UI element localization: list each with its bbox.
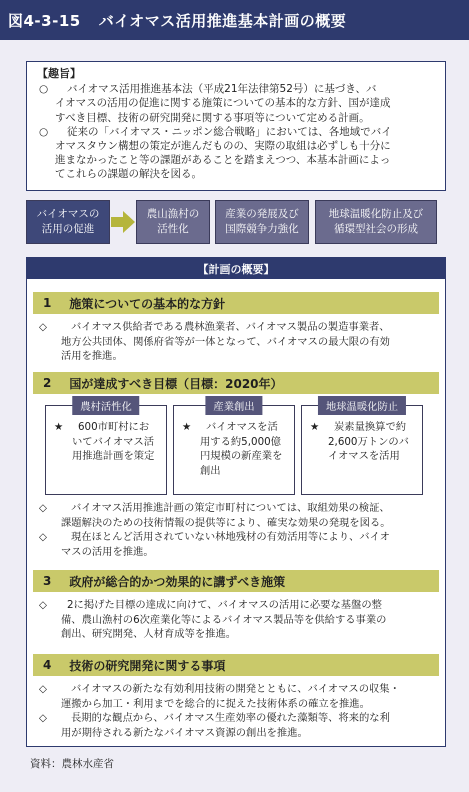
goal-tag: 産業創出 (205, 396, 262, 415)
section-number: 3 (43, 574, 52, 588)
list-item (39, 530, 441, 559)
body-line: 用が期待される新たなバイオマス資源の創出を推進。 (61, 726, 308, 739)
section-body (39, 501, 441, 559)
gist-heading: 【趣旨】 (37, 67, 81, 80)
list-item (39, 598, 441, 642)
goal-card (173, 401, 295, 495)
gist-item-text (55, 125, 392, 182)
flow-goal-line: 活性化 (157, 223, 189, 235)
goal-card (301, 401, 423, 495)
gist-item-text (55, 82, 390, 125)
goal-line: いてバイオマス活 (72, 435, 155, 448)
body-line: バイオマス活用推進計画の策定市町村については、取組効果の検証、 (71, 502, 390, 514)
goal-line: 用推進計画を策定 (72, 450, 155, 462)
flow-goal-line: 国際競争力強化 (225, 223, 299, 235)
body-line: マスの活用を推進。 (61, 545, 154, 558)
flow-diagram (26, 200, 446, 244)
diamond-bullet-icon: ◇ (39, 712, 47, 724)
body-line: 現在ほとんど活用されていない林地残材の有効活用等により、バイオ (71, 531, 390, 543)
section-number: 1 (43, 296, 52, 310)
gist-line: すべき目標、技術の研究開発に関する事項等について定める計画。 (55, 111, 370, 124)
section-heading (33, 292, 439, 314)
arrow-right-icon (110, 200, 136, 244)
gist-item (37, 82, 437, 125)
star-icon: ★ (310, 421, 320, 433)
gist-box (26, 61, 446, 191)
body-line: 2に掲げた目標の達成に向けて、バイオマスの活用に必要な基盤の整 (67, 599, 382, 611)
plan-overview (26, 257, 446, 747)
section-title: 政府が総合的かつ効果的に講ずべき施策 (69, 574, 286, 589)
list-item (39, 320, 441, 364)
goal-line: 600市町村にお (78, 421, 150, 433)
goal-line: イオマスを活用 (328, 450, 400, 462)
figure-title-text: バイオマス活用推進基本計画の概要 (98, 11, 347, 30)
goal-line: 創出 (200, 464, 221, 477)
diamond-bullet-icon: ◇ (39, 321, 47, 333)
flow-goal-box (315, 200, 437, 244)
star-icon: ★ (54, 421, 64, 433)
body-line: 課題解決のための技術情報の提供等により、確実な効果の発現を図る。 (61, 516, 391, 529)
goal-line: 2,600万トンのバ (328, 435, 409, 448)
section-number: 2 (43, 376, 52, 390)
figure-title (0, 0, 469, 40)
gist-line: てこれらの課題の解決を図る。 (55, 168, 202, 181)
star-icon: ★ (182, 421, 192, 433)
circle-bullet-icon: ○ (39, 125, 49, 138)
flow-start-box (26, 200, 110, 244)
goal-card (45, 401, 167, 495)
gist-item (37, 125, 437, 182)
body-line: バイオマスの新たな有効利用技術の開発とともに、バイオマスの収集・ (71, 683, 400, 695)
gist-line: イオマスの活用の促進に関する施策についての基本的な方針、国が達成 (55, 97, 391, 110)
flow-goal-box (215, 200, 309, 244)
list-item (39, 711, 441, 740)
goal-line: 炭素量換算で約 (334, 421, 407, 433)
flow-goal-line: 農山漁村の (146, 208, 200, 220)
body-line: バイオマス供給者である農林漁業者、バイオマス製品の製造事業者、 (71, 321, 390, 333)
section-body (39, 320, 441, 364)
body-line: 長期的な観点から、バイオマス生産効率の優れた藻類等、将来的な利 (71, 712, 390, 724)
body-line: 運搬から加工・利用までを総合的に捉えた技術体系の確立を推進。 (61, 697, 370, 710)
goal-line: 用する約5,000億 (200, 435, 281, 448)
section-heading (33, 654, 439, 676)
diamond-bullet-icon: ◇ (39, 502, 47, 514)
gist-line: 従来の「バイオマス・ニッポン総合戦略」においては、各地域でバイ (67, 125, 392, 138)
section-title: 国が達成すべき目標（目標：2020年） (69, 376, 283, 391)
flow-start-line: バイオマスの (36, 208, 100, 220)
section-heading (33, 372, 439, 394)
flow-goal-line: 循環型社会の形成 (334, 223, 418, 235)
diamond-bullet-icon: ◇ (39, 531, 47, 543)
flow-start-line: 活用の促進 (41, 223, 95, 235)
flow-goal-box (136, 200, 210, 244)
goal-tag: 地球温暖化防止 (318, 396, 406, 415)
section-number: 4 (43, 658, 52, 672)
section-title: 施策についての基本的な方針 (69, 296, 226, 311)
body-line: 活用を推進。 (61, 350, 123, 362)
gist-line: オマスタウン構想の策定が進んだものの、実際の取組は必ずしも十分に (55, 140, 391, 153)
gist-line: バイオマス活用推進基本法（平成21年法律第52号）に基づき、バ (67, 83, 377, 96)
body-line: 地方公共団体、関係府省等が一体となって、バイオマスの最大限の有効 (61, 335, 390, 348)
goal-line: バイオマスを活 (206, 421, 278, 433)
body-line: 備、農山漁村の6次産業化等によるバイオマス製品等を供給する事業の (61, 613, 387, 626)
section-heading (33, 570, 439, 592)
section-body (39, 598, 441, 642)
diamond-bullet-icon: ◇ (39, 683, 47, 695)
section-body (39, 682, 441, 740)
circle-bullet-icon: ○ (39, 83, 49, 96)
gist-line: 進まなかったこと等の課題があることを踏まえつつ、本基本計画によっ (55, 154, 391, 167)
figure-number: 図4-3-15 (8, 11, 81, 30)
diamond-bullet-icon: ◇ (39, 599, 47, 611)
goal-line: 円規模の新産業を (200, 450, 283, 462)
list-item (39, 682, 441, 711)
flow-goal-line: 地球温暖化防止及び (328, 208, 424, 220)
section-title: 技術の研究開発に関する事項 (69, 658, 226, 673)
flow-goal-line: 産業の発展及び (225, 208, 299, 220)
source-note: 資料：農林水産省 (30, 758, 114, 770)
overview-heading: 【計画の概要】 (27, 258, 445, 279)
goal-tag: 農村活性化 (72, 396, 139, 415)
list-item (39, 501, 441, 530)
body-line: 創出、研究開発、人材育成等を推進。 (61, 628, 237, 640)
